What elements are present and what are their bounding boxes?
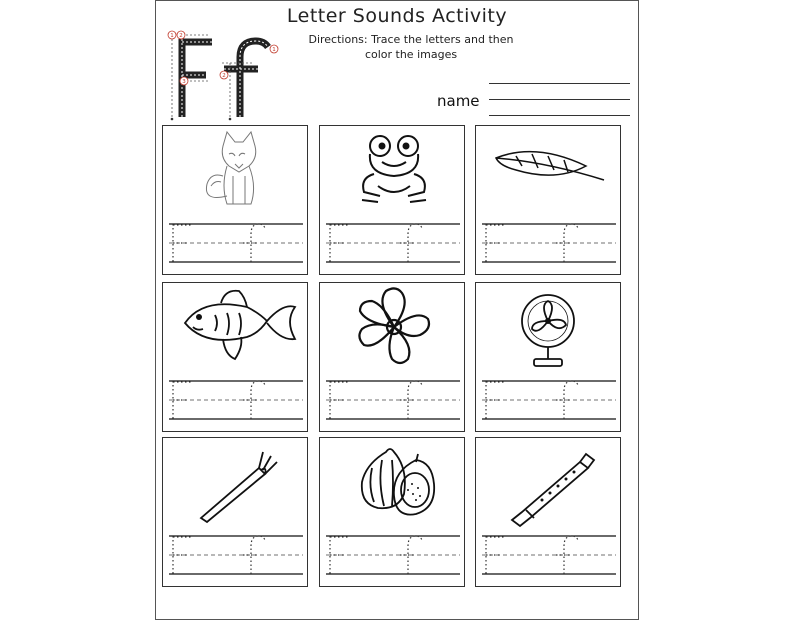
trace-lines xyxy=(476,214,622,274)
trace-lines xyxy=(320,526,466,586)
stroke-number-3: 3 xyxy=(182,79,186,85)
card-fork xyxy=(162,437,308,587)
card-flute xyxy=(475,437,621,587)
stroke-number-5: 2 xyxy=(222,73,226,79)
directions-line-2: color the images xyxy=(364,48,458,61)
trace-lines xyxy=(476,371,622,431)
flute-icon xyxy=(476,438,622,528)
name-line xyxy=(489,115,630,116)
fox-icon xyxy=(163,126,309,216)
stroke-number-2: 2 xyxy=(179,33,183,39)
stroke-number-1: 1 xyxy=(170,33,174,39)
fig-icon xyxy=(320,438,466,528)
stroke-number-4: 1 xyxy=(272,47,276,53)
worksheet-page xyxy=(155,0,639,620)
letter-stroke-demo xyxy=(164,29,284,124)
trace-lines xyxy=(320,214,466,274)
fork-icon xyxy=(163,438,309,528)
directions-line-1: Directions: Trace the letters and then xyxy=(308,33,514,46)
trace-lines xyxy=(163,371,309,431)
card-fan xyxy=(475,282,621,432)
card-flower xyxy=(319,282,465,432)
trace-lines xyxy=(320,371,466,431)
card-fox xyxy=(162,125,308,275)
name-line xyxy=(489,99,630,100)
worksheet-title: Letter Sounds Activity xyxy=(286,5,508,27)
name-label: name xyxy=(437,92,480,110)
frog-icon xyxy=(320,126,466,216)
card-feather xyxy=(475,125,621,275)
flower-icon xyxy=(320,283,466,373)
feather-icon xyxy=(476,126,622,216)
card-fig xyxy=(319,437,465,587)
directions xyxy=(276,32,546,62)
fan-icon xyxy=(476,283,622,373)
card-fish xyxy=(162,282,308,432)
trace-lines xyxy=(476,526,622,586)
trace-lines xyxy=(163,526,309,586)
name-line xyxy=(489,83,630,84)
fish-icon xyxy=(163,283,309,373)
trace-lines xyxy=(163,214,309,274)
card-frog xyxy=(319,125,465,275)
